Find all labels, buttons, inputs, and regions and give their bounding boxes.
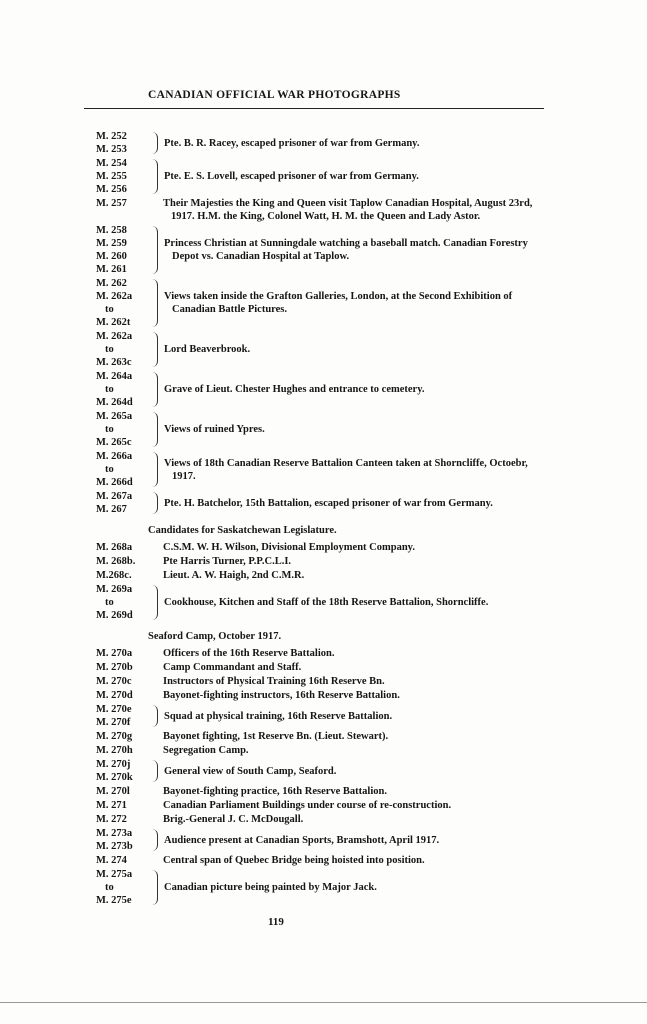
photo-number: M. 267a [96, 491, 133, 502]
photo-number: M. 270f [96, 717, 131, 728]
spacer [152, 730, 163, 743]
photo-number: M. 264a [96, 371, 133, 382]
photo-number: M. 265a [96, 411, 133, 422]
photo-number: M. 270c [96, 676, 132, 687]
brace-mark [152, 226, 158, 274]
spacer [152, 744, 163, 757]
entry-description: Canadian picture being painted by Major Jack. [164, 882, 377, 893]
entry-description: Grave of Lieut. Chester Hughes and entrance to cemetery. [164, 384, 425, 395]
brace-mark [152, 870, 158, 905]
photo-number: M. 265c [96, 437, 132, 448]
photo-number: to [105, 882, 114, 893]
catalogue-entry [96, 813, 546, 826]
entry-description: C.S.M. W. H. Wilson, Divisional Employment Company. [163, 542, 415, 553]
entry-codes [96, 744, 152, 757]
spacer [152, 661, 163, 674]
entry-description: Pte. E. S. Lovell, escaped prisoner of war from Germany. [164, 171, 419, 182]
entry-description: Lord Beaverbrook. [164, 344, 251, 355]
catalogue-entry [96, 868, 546, 907]
section-heading: Seaford Camp, October 1917. [148, 631, 282, 642]
spacer [152, 854, 163, 867]
photo-number: M. 269d [96, 610, 133, 621]
entry-description: Bayonet-fighting practice, 16th Reserve Battalion. [163, 786, 387, 797]
photo-number: M. 263c [96, 357, 132, 368]
catalogue-entry [96, 130, 546, 156]
catalogue-entry [96, 827, 546, 853]
photo-number: to [105, 597, 114, 608]
catalogue-entry [96, 490, 546, 516]
catalogue-entry [96, 675, 546, 688]
entry-codes [96, 689, 152, 702]
scan-edge [0, 1002, 647, 1003]
entry-description: Camp Commandant and Staff. [163, 662, 302, 673]
brace-mark [152, 159, 158, 194]
entry-codes [96, 541, 152, 554]
catalogue-entry [96, 785, 546, 798]
photo-number: M. 269a [96, 584, 133, 595]
header-rule [84, 108, 544, 109]
entry-codes [96, 130, 152, 156]
entry-codes [96, 675, 152, 688]
photo-number: M.268c. [96, 570, 132, 581]
brace-mark [152, 279, 158, 327]
entry-codes [96, 224, 152, 276]
catalogue-entry [96, 541, 546, 554]
photo-number: M. 260 [96, 251, 127, 262]
entry-description: Audience present at Canadian Sports, Bramshott, April 1917. [164, 834, 440, 846]
photo-number: M. 270h [96, 745, 133, 756]
entry-codes [96, 730, 152, 743]
entry-codes [96, 370, 152, 409]
entry-description: Officers of the 16th Reserve Battalion. [163, 648, 335, 659]
entry-codes [96, 410, 152, 449]
entry-codes [96, 799, 152, 812]
catalogue-entry [96, 730, 546, 743]
photo-number: M. 264d [96, 397, 133, 408]
photo-number: M. 252 [96, 131, 127, 142]
catalogue-entry [96, 647, 546, 660]
spacer [152, 689, 163, 702]
entry-description: Views of ruined Ypres. [164, 424, 265, 435]
entry-description: Bayonet-fighting instructors, 16th Reserve Battalion. [163, 690, 400, 701]
entry-codes [96, 555, 152, 568]
photo-number: M. 261 [96, 264, 127, 275]
entry-description: Squad at physical training, 16th Reserve Battalion. [164, 710, 393, 722]
photo-number: M. 273a [96, 828, 133, 839]
catalogue-entry [96, 689, 546, 702]
spacer [152, 569, 163, 582]
brace-mark [152, 492, 158, 514]
entry-codes [96, 827, 152, 853]
brace-mark [152, 760, 158, 782]
entry-description: Princess Christian at Sunningdale watching a baseball match. Canadian Forestry Depot vs. Canadian Hospital at Taplow. [164, 238, 528, 262]
photo-number: M. 266a [96, 451, 133, 462]
spacer [152, 197, 163, 223]
page-number: 119 [268, 916, 284, 928]
photo-number: M. 262t [96, 317, 131, 328]
catalogue-entry [96, 370, 546, 409]
photo-number: M. 270a [96, 648, 133, 659]
entry-codes [96, 277, 152, 329]
catalogue-entry [96, 854, 546, 867]
entry-codes [96, 868, 152, 907]
catalogue-entry [96, 157, 546, 196]
entry-description: Cookhouse, Kitchen and Staff of the 18th Reserve Battalion, Shorncliffe. [164, 597, 489, 608]
spacer [152, 541, 163, 554]
catalogue-entry [96, 758, 546, 784]
catalogue-entry [96, 450, 546, 489]
photo-number: M. 273b [96, 841, 133, 852]
photo-number: M. 262a [96, 331, 133, 342]
photo-number: M. 267 [96, 504, 127, 515]
brace-mark [152, 585, 158, 620]
entry-codes [96, 785, 152, 798]
photo-number: M. 254 [96, 158, 127, 169]
brace-mark [152, 412, 158, 447]
catalogue-entry [96, 569, 546, 582]
photo-number: to [105, 304, 114, 315]
brace-mark [152, 829, 158, 851]
entry-codes [96, 647, 152, 660]
spacer [152, 675, 163, 688]
brace-mark [152, 452, 158, 487]
entry-description: Canadian Parliament Buildings under course of re-construction. [163, 800, 452, 811]
entry-description: Bayonet fighting, 1st Reserve Bn. (Lieut. Stewart). [163, 731, 389, 742]
photo-number: M. 255 [96, 171, 127, 182]
entry-codes [96, 569, 152, 582]
entry-description: Central span of Quebec Bridge being hoisted into position. [163, 855, 425, 866]
brace-mark [152, 372, 158, 407]
catalogue-entry [96, 224, 546, 276]
running-header: CANADIAN OFFICIAL WAR PHOTOGRAPHS [148, 89, 401, 101]
photo-number: M. 270e [96, 704, 132, 715]
entry-description: Pte Harris Turner, P.P.C.L.I. [163, 556, 292, 567]
photo-number: M. 258 [96, 225, 127, 236]
spacer [152, 647, 163, 660]
catalogue-entry [96, 661, 546, 674]
photo-number: to [105, 424, 114, 435]
photo-number: M. 268b. [96, 556, 136, 567]
photo-number: to [105, 464, 114, 475]
entry-codes [96, 661, 152, 674]
brace-mark [152, 132, 158, 154]
photo-number: M. 271 [96, 800, 127, 811]
entry-description: Brig.-General J. C. McDougall. [163, 814, 304, 825]
catalogue-entry [96, 197, 546, 223]
section-heading: Candidates for Saskatchewan Legislature. [148, 525, 337, 536]
spacer [152, 555, 163, 568]
photo-number: M. 272 [96, 814, 127, 825]
photo-number: to [105, 384, 114, 395]
photo-number: M. 262 [96, 278, 127, 289]
catalogue-entry [96, 410, 546, 449]
entry-description: Pte. B. R. Racey, escaped prisoner of war from Germany. [164, 137, 420, 149]
photo-number: M. 253 [96, 144, 127, 155]
entry-description: Views taken inside the Grafton Galleries, London, at the Second Exhibition of Canadian Battle Pictures. [164, 291, 513, 315]
catalogue-list [96, 130, 546, 908]
photo-number: M. 270b [96, 662, 133, 673]
spacer [152, 813, 163, 826]
photo-number: M. 275a [96, 869, 133, 880]
entry-description: Lieut. A. W. Haigh, 2nd C.M.R. [163, 570, 305, 581]
photo-number: M. 275e [96, 895, 132, 906]
catalogue-entry [96, 277, 546, 329]
photo-number: M. 257 [96, 198, 127, 209]
entry-codes [96, 330, 152, 369]
photo-number: to [105, 344, 114, 355]
spacer [152, 799, 163, 812]
photo-number: M. 259 [96, 238, 127, 249]
brace-mark [152, 332, 158, 367]
entry-codes [96, 703, 152, 729]
catalogue-entry [96, 330, 546, 369]
catalogue-entry [96, 703, 546, 729]
photo-number: M. 270l [96, 786, 130, 797]
entry-description: General view of South Camp, Seaford. [164, 765, 337, 777]
entry-codes [96, 583, 152, 622]
photo-number: M. 268a [96, 542, 133, 553]
entry-description: Instructors of Physical Training 16th Reserve Bn. [163, 676, 385, 687]
photo-number: M. 256 [96, 184, 127, 195]
entry-codes [96, 813, 152, 826]
brace-mark [152, 705, 158, 727]
entry-codes [96, 450, 152, 489]
photo-number: M. 270g [96, 731, 133, 742]
entry-description: Their Majesties the King and Queen visit Taplow Canadian Hospital, August 23rd, 1917. H.M. the King, Colonel Watt, H. M. the Queen and Lady Astor. [163, 198, 533, 222]
photo-number: M. 266d [96, 477, 133, 488]
entry-description: Pte. H. Batchelor, 15th Battalion, escaped prisoner of war from Germany. [164, 497, 493, 509]
entry-description: Views of 18th Canadian Reserve Battalion Canteen taken at Shorncliffe, Octoebr, 1917. [164, 457, 528, 482]
entry-codes [96, 854, 152, 867]
spacer [152, 785, 163, 798]
photo-number: M. 270k [96, 772, 133, 783]
entry-codes [96, 490, 152, 516]
catalogue-entry [96, 799, 546, 812]
catalogue-entry [96, 555, 546, 568]
entry-description: Segregation Camp. [163, 745, 249, 756]
catalogue-entry [96, 583, 546, 622]
entry-codes [96, 157, 152, 196]
photo-number: M. 270d [96, 690, 133, 701]
photo-number: M. 274 [96, 855, 127, 866]
photo-number: M. 270j [96, 759, 131, 770]
entry-codes [96, 758, 152, 784]
photo-number: M. 262a [96, 291, 133, 302]
entry-codes [96, 197, 152, 223]
catalogue-entry [96, 744, 546, 757]
